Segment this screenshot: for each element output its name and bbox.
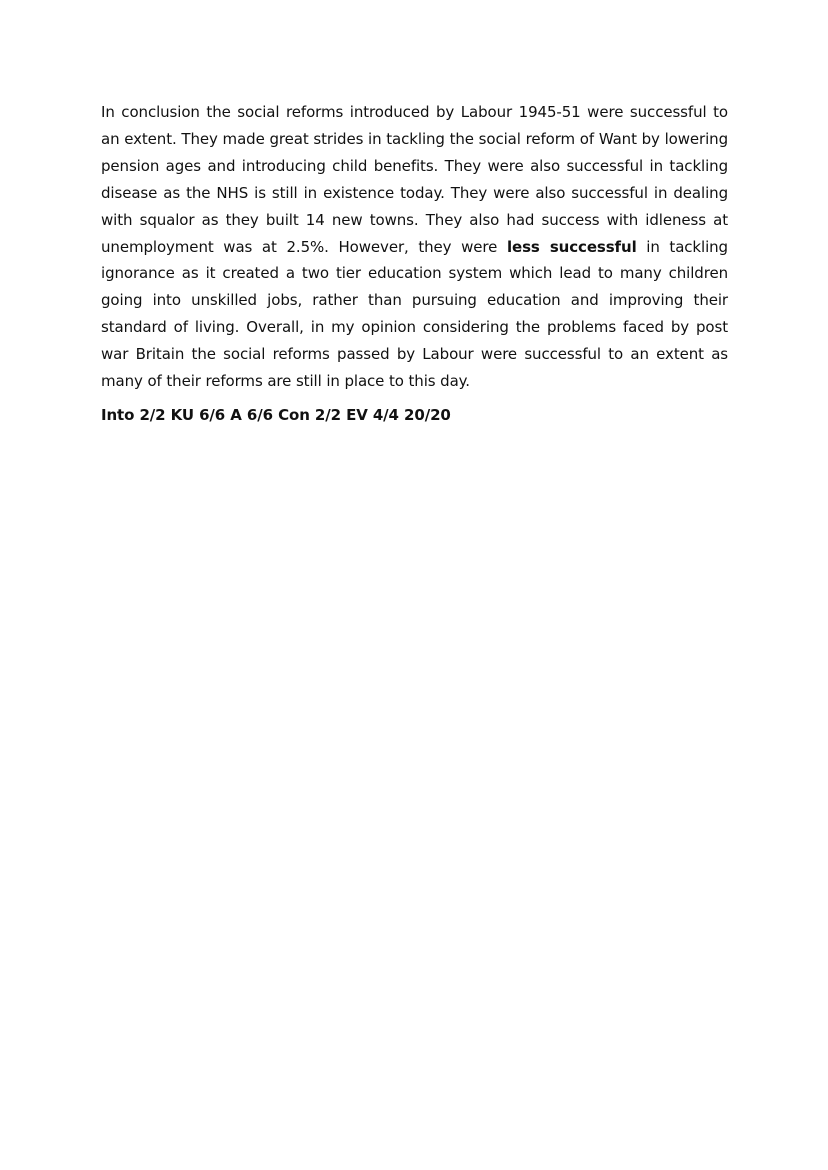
marks-summary: Into 2/2 KU 6/6 A 6/6 Con 2/2 EV 4/4 20/20: [101, 406, 451, 424]
paragraph-text-start: In conclusion the social reforms introduced by Labour 1945-51 were successful to an extent. They made great strides in tackling the social reform of Want by lowering pension ages and introducing child benefits. They were also successful in tackling disease as the NHS is still in existence today. They were also successful in dealing with squalor as they built 14 new towns. They also had success with idleness at unemployment was at 2.5%. However, they were: [101, 103, 728, 256]
paragraph-text-end: in tackling ignorance as it created a two tier education system which lead to many children going into unskilled jobs, rather than pursuing education and improving their standard of living. Overall, in my opinion considering the problems faced by post war Britain the social reforms passed by Labour were successful to an extent as many of their reforms are still in place to this day.: [101, 237, 728, 391]
conclusion-paragraph: [101, 99, 728, 395]
paragraph-bold-phrase: less successful: [506, 237, 637, 256]
